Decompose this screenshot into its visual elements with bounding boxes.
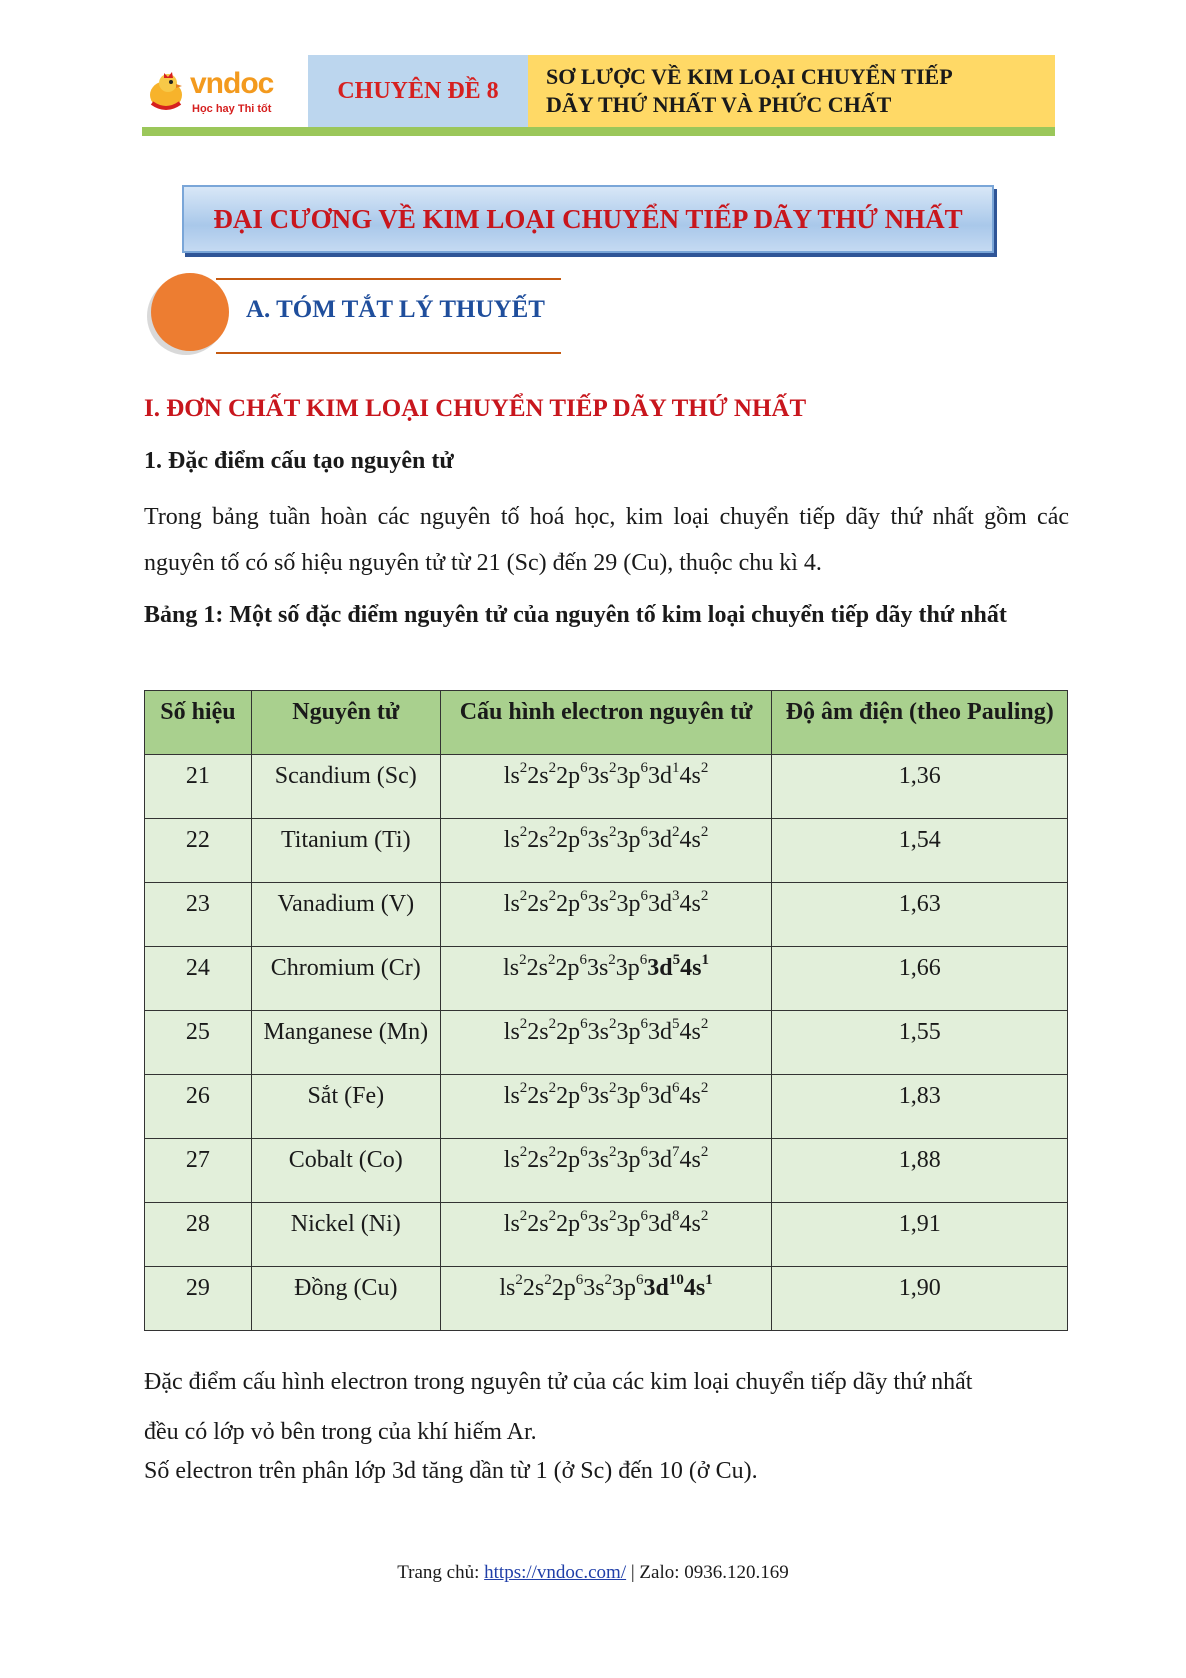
row-electronegativity: 1,91 bbox=[772, 1203, 1068, 1267]
config-valence: $3d^54s^2$ bbox=[647, 1016, 709, 1045]
config-valence: $3d^14s^2$ bbox=[647, 760, 709, 789]
col-header-atom: Nguyên tử bbox=[251, 691, 440, 755]
row-element-name: Chromium (Cr) bbox=[251, 947, 440, 1011]
section-a-heading bbox=[146, 270, 566, 360]
section-a-line-top bbox=[216, 278, 561, 280]
header-divider bbox=[142, 127, 1055, 136]
orange-circle-icon bbox=[151, 273, 229, 351]
row-number: 23 bbox=[145, 883, 252, 947]
config-core: $ls^22s^22p^63s^23p^6$ bbox=[503, 824, 648, 853]
table-row bbox=[145, 819, 1068, 883]
row-electronegativity: 1,36 bbox=[772, 755, 1068, 819]
col-header-number: Số hiệu bbox=[145, 691, 252, 755]
row-electronegativity: 1,90 bbox=[772, 1267, 1068, 1331]
config-valence: $3d^{10}4s^1$ bbox=[643, 1272, 713, 1301]
col-header-electronegativity: Độ âm điện (theo Pauling) bbox=[772, 691, 1068, 755]
heading-2: 1. Đặc điểm cấu tạo nguyên tử bbox=[144, 448, 454, 474]
row-electron-config bbox=[440, 1075, 772, 1139]
table-row bbox=[145, 1267, 1068, 1331]
table-row bbox=[145, 947, 1068, 1011]
config-valence: $3d^34s^2$ bbox=[647, 888, 709, 917]
row-electronegativity: 1,54 bbox=[772, 819, 1068, 883]
row-electron-config bbox=[440, 1011, 772, 1075]
row-element-name: Vanadium (V) bbox=[251, 883, 440, 947]
row-electron-config bbox=[440, 755, 772, 819]
vndoc-logo[interactable] bbox=[142, 55, 308, 127]
row-electron-config bbox=[440, 1267, 772, 1331]
note-electron-shell: Đặc điểm cấu hình electron trong nguyên tử của các kim loại chuyển tiếp dãy thứ nhất đều có lớp vỏ bên trong của khí hiếm Ar. bbox=[144, 1369, 973, 1445]
row-element-name: Đồng (Cu) bbox=[251, 1267, 440, 1331]
row-element-name: Scandium (Sc) bbox=[251, 755, 440, 819]
table-row bbox=[145, 755, 1068, 819]
table-row bbox=[145, 1203, 1068, 1267]
row-electron-config bbox=[440, 1139, 772, 1203]
row-element-name: Manganese (Mn) bbox=[251, 1011, 440, 1075]
config-core: $ls^22s^22p^63s^23p^6$ bbox=[503, 1208, 648, 1237]
row-number: 26 bbox=[145, 1075, 252, 1139]
header-title bbox=[528, 55, 1055, 127]
element-table bbox=[144, 690, 1068, 1331]
row-electronegativity: 1,83 bbox=[772, 1075, 1068, 1139]
chapter-banner: ĐẠI CƯƠNG VỀ KIM LOẠI CHUYỂN TIẾP DÃY THỨ NHẤT bbox=[182, 185, 994, 253]
footer-prefix: Trang chủ: bbox=[397, 1562, 485, 1583]
heading-1: I. ĐƠN CHẤT KIM LOẠI CHUYỂN TIẾP DÃY THỨ NHẤT bbox=[144, 395, 807, 422]
config-valence: $3d^24s^2$ bbox=[647, 824, 709, 853]
config-core: $ls^22s^22p^63s^23p^6$ bbox=[503, 1144, 648, 1173]
config-valence: $3d^74s^2$ bbox=[647, 1144, 709, 1173]
col-header-config: Cấu hình electron nguyên tử bbox=[440, 691, 772, 755]
row-number: 24 bbox=[145, 947, 252, 1011]
table-caption: Bảng 1: Một số đặc điểm nguyên tử của nguyên tố kim loại chuyển tiếp dãy thứ nhất bbox=[144, 602, 1007, 628]
logo-tagline: Học hay Thi tốt bbox=[192, 103, 272, 115]
config-valence: $3d^84s^2$ bbox=[647, 1208, 709, 1237]
section-a-title: A. TÓM TẮT LÝ THUYẾT bbox=[246, 296, 545, 323]
row-number: 27 bbox=[145, 1139, 252, 1203]
row-electron-config bbox=[440, 883, 772, 947]
section-a-line-bottom bbox=[216, 352, 561, 354]
table-row bbox=[145, 1139, 1068, 1203]
config-valence: $3d^54s^1$ bbox=[647, 952, 709, 981]
config-core: $ls^22s^22p^63s^23p^6$ bbox=[503, 952, 648, 981]
intro-paragraph: Trong bảng tuần hoàn các nguyên tố hoá học, kim loại chuyển tiếp dãy thứ nhất gồm các nguyên tố có số hiệu nguyên tử từ 21 (Sc) đến 29 (Cu), thuộc chu kì 4. bbox=[144, 504, 1069, 576]
row-number: 29 bbox=[145, 1267, 252, 1331]
topic-label: CHUYÊN ĐỀ 8 bbox=[308, 55, 528, 127]
row-electronegativity: 1,66 bbox=[772, 947, 1068, 1011]
row-number: 28 bbox=[145, 1203, 252, 1267]
config-core: $ls^22s^22p^63s^23p^6$ bbox=[503, 1080, 648, 1109]
header-title-line2: DÃY THỨ NHẤT VÀ PHỨC CHẤT bbox=[546, 92, 892, 117]
row-electronegativity: 1,63 bbox=[772, 883, 1068, 947]
row-number: 25 bbox=[145, 1011, 252, 1075]
footer-suffix: | Zalo: 0936.120.169 bbox=[626, 1562, 789, 1583]
row-element-name: Titanium (Ti) bbox=[251, 819, 440, 883]
note-3d-sublevel: Số electron trên phân lớp 3d tăng dần từ 1 (ở Sc) đến 10 (ở Cu). bbox=[144, 1458, 758, 1484]
footer-link[interactable]: https://vndoc.com/ bbox=[484, 1562, 627, 1583]
row-electron-config bbox=[440, 947, 772, 1011]
table-row bbox=[145, 1011, 1068, 1075]
config-core: $ls^22s^22p^63s^23p^6$ bbox=[503, 1016, 648, 1045]
row-number: 21 bbox=[145, 755, 252, 819]
table-row bbox=[145, 883, 1068, 947]
table-row bbox=[145, 1075, 1068, 1139]
logo-text: vndoc bbox=[190, 67, 274, 100]
row-electron-config bbox=[440, 819, 772, 883]
chicken-mascot-icon bbox=[144, 69, 188, 113]
config-valence: $3d^64s^2$ bbox=[647, 1080, 709, 1109]
row-element-name: Cobalt (Co) bbox=[251, 1139, 440, 1203]
row-number: 22 bbox=[145, 819, 252, 883]
row-electron-config bbox=[440, 1203, 772, 1267]
header-title-line1: SƠ LƯỢC VỀ KIM LOẠI CHUYỂN TIẾP bbox=[546, 64, 953, 89]
row-element-name: Nickel (Ni) bbox=[251, 1203, 440, 1267]
config-core: $ls^22s^22p^63s^23p^6$ bbox=[503, 888, 648, 917]
row-element-name: Sắt (Fe) bbox=[251, 1075, 440, 1139]
row-electronegativity: 1,55 bbox=[772, 1011, 1068, 1075]
page-footer bbox=[0, 1562, 1186, 1584]
page-header bbox=[142, 55, 1055, 127]
row-electronegativity: 1,88 bbox=[772, 1139, 1068, 1203]
config-core: $ls^22s^22p^63s^23p^6$ bbox=[499, 1272, 644, 1301]
config-core: $ls^22s^22p^63s^23p^6$ bbox=[503, 760, 648, 789]
table-header-row bbox=[145, 691, 1068, 755]
